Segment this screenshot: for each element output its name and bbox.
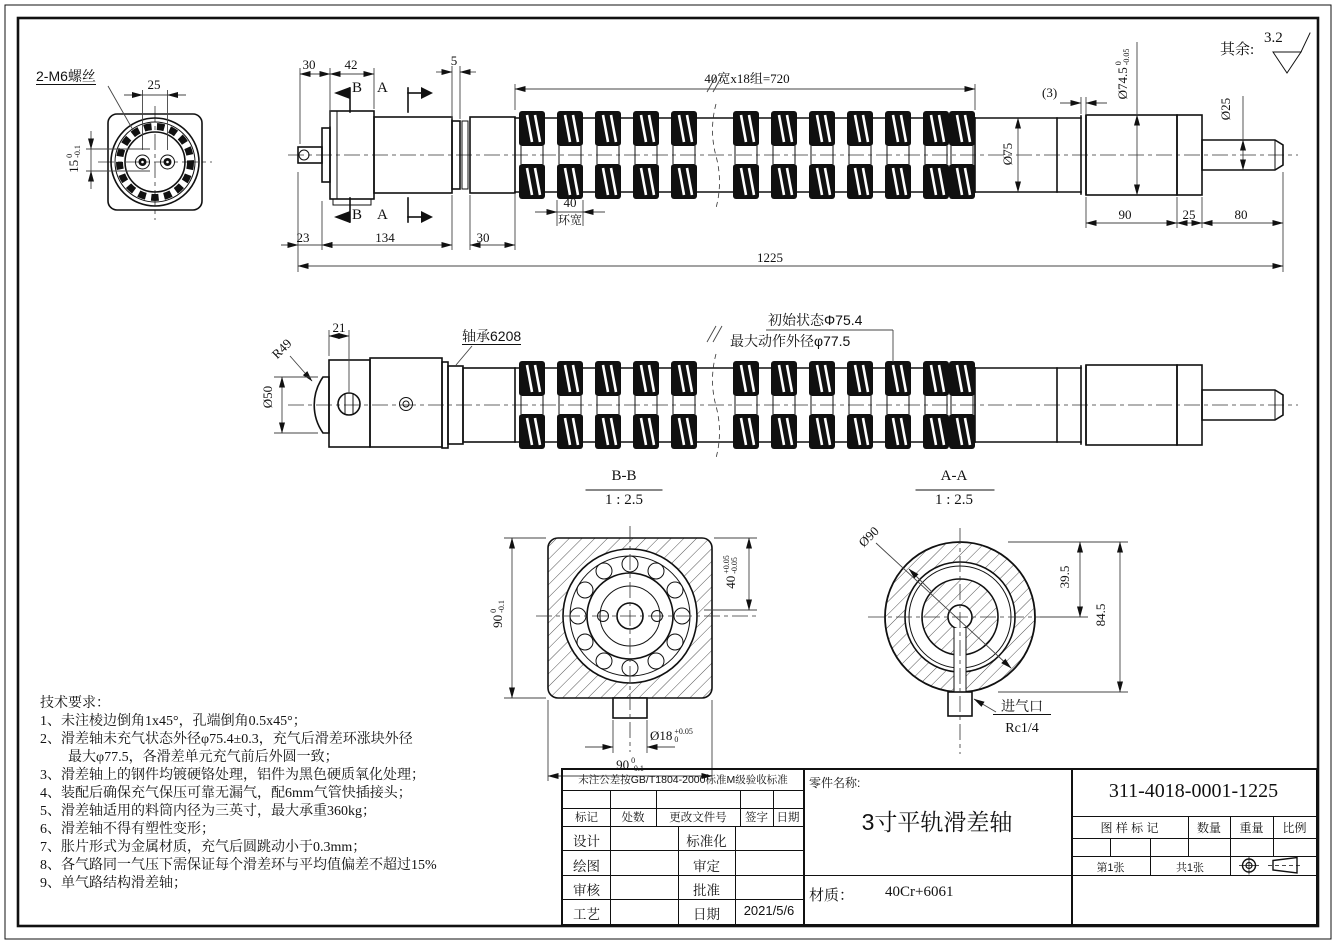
bb-dim-width-tolerance: 0 -0.1 [631,756,644,773]
tech-item: 2、滑差轴未充气状态外径φ75.4±0.3，充气后滑差环涨块外径 [40,732,413,747]
sign-date-label: 日期 [693,907,720,922]
top-dia-74-5: Ø74.5 0 -0.05 [1114,48,1131,100]
tb-line [563,790,803,791]
sign-draw: 绘图 [573,859,600,874]
lower-dim-21: 21 [332,320,346,335]
initial-state-callout: 初始状态Φ75.4 [768,312,863,328]
aa-dim-84-5: 84.5 [1092,603,1108,627]
part-name: 3寸平轨滑差轴 [861,809,1013,835]
rev-header-mark: 标记 [575,812,598,824]
material-label: 材质： [809,887,855,904]
section-mark-b-top: B [352,80,363,96]
scale-header: 比例 [1282,821,1307,835]
tb-line [563,850,803,851]
part-name-label: 零件名称: [809,776,861,790]
title-block [561,768,1318,926]
tb-line [563,875,1071,876]
bb-dia-bore-tolerance: +0.05 0 [674,727,693,744]
sheet-number: 第1张 [1096,862,1125,874]
tb-line [610,826,611,924]
projection-symbol-icon [1235,856,1316,875]
top-dia-74-5-tolerance: 0 -0.05 [1114,48,1131,66]
sign-process: 工艺 [573,907,600,922]
rev-header-docno: 更改文件号 [669,812,727,824]
tb-line [1071,875,1316,876]
tb-line [1071,838,1316,839]
tolerance-note: 未注公差按GB/T1804-2000标准M级验收标准 [578,774,788,786]
aa-dia-outer-90: Ø90 [855,523,882,550]
top-dim-23: 23 [296,230,310,245]
bb-dim-side-90: 90 0 -0.1 [489,600,506,628]
tb-line [563,899,803,900]
tb-line [1071,816,1316,817]
surface-roughness-value: 3.2 [1264,30,1283,46]
sign-review: 审定 [693,859,720,874]
top-dia-75: Ø75 [999,142,1015,166]
date-value: 2021/5/6 [743,903,795,918]
section-mark-a-bottom: A [377,207,388,223]
tech-item: 3、滑差轴上的钢件均镀硬铬处理，铝件为黑色硬质氧化处理； [40,768,425,783]
bb-dim-slot-tolerance: +0.05 -0.05 [722,555,739,574]
bb-dia-bore-18: Ø18 +0.05 0 [650,727,693,744]
technical-requirements [40,695,540,893]
top-dim-5: 5 [450,53,458,68]
rev-header-sign: 签字 [745,812,768,824]
top-dim-90: 90 [1118,207,1132,222]
tech-item: 5、滑差轴适用的料筒内径为三英寸，最大承重360kg； [40,804,376,819]
sign-standardize: 标准化 [686,834,727,849]
sign-audit: 审核 [573,883,600,898]
section-bb-scale: 1 : 2.5 [605,492,643,508]
top-dim-gap-3: (3) [1042,85,1058,100]
qty-header: 数量 [1196,821,1221,835]
aa-inlet-thread: Rc1/4 [1005,721,1039,736]
stamp-header: 图 样 标 记 [1100,821,1159,835]
lower-radius-r49: R49 [268,335,295,362]
rev-header-date: 日期 [776,812,800,824]
top-dim-ring-group: 40宽x18组=720 [704,71,790,86]
ring-width-label: 环宽 [557,213,582,227]
end-view-dim-25: 25 [147,77,161,92]
tech-item: 1、未注棱边倒角1x45°，孔端倒角0.5x45°； [40,714,307,729]
bearing-callout: 轴承6208 [462,328,522,344]
sign-approve: 批准 [693,883,720,898]
tech-item: 9、单气路结构滑差轴； [40,876,187,891]
tb-line [563,826,803,827]
tech-item: 4、装配后确保充气保压可靠无漏气，配6mm气管快插接头； [40,786,412,801]
sheet-total: 共1张 [1175,862,1205,874]
tech-title: 技术要求： [40,696,110,711]
top-dim-total-length: 1225 [757,250,783,265]
bb-dim-side-tolerance: 0 -0.1 [489,600,506,613]
screw-callout: 2-M6螺丝 [36,68,96,84]
tech-item: 8、各气路同一气压下需保证每个滑差环与平均值偏差不超过15% [40,858,437,873]
tb-line [1110,838,1111,856]
tech-item: 最大φ77.5，各滑差单元充气前后外圆一致； [40,750,339,765]
section-bb-title: B-B [611,468,637,484]
weight-header: 重量 [1239,821,1264,835]
max-od-callout: 最大动作外径φ77.5 [730,333,851,349]
tech-item: 6、滑差轴不得有塑性变形； [40,822,215,837]
rev-header-count: 处数 [621,812,645,824]
section-mark-b-bottom: B [352,207,363,223]
surface-note-prefix: 其余: [1220,42,1255,58]
end-view-dim-15: 15 0 -0.1 [65,145,82,173]
bb-dim-width-90: 90 0 -0.1 [616,756,644,773]
bb-dim-slot-40: 40 +0.05 -0.05 [722,555,739,589]
ring-width-value: 40 [563,195,577,210]
drawing-number: 311-4018-0001-1225 [1108,780,1279,802]
aa-inlet-label: 进气口 [993,698,1051,715]
aa-dim-39-5: 39.5 [1056,565,1072,589]
end-view-dim-15-tolerance: 0 -0.1 [65,145,82,158]
section-aa-scale: 1 : 2.5 [935,492,973,508]
top-dim-80: 80 [1234,207,1248,222]
top-dim-25b: 25 [1182,207,1196,222]
top-dia-25: Ø25 [1217,97,1233,121]
material-value: 40Cr+6061 [885,884,954,900]
top-dim-134: 134 [375,230,395,245]
tb-divider [803,770,805,924]
section-aa-title: A-A [940,468,968,484]
lower-dia-50: Ø50 [259,385,275,409]
sign-design: 设计 [573,834,600,849]
top-dim-42: 42 [344,57,358,72]
tech-item: 7、胀片形式为金属材质，充气后圆跳动小于0.3mm； [40,840,367,855]
section-mark-a-top: A [377,80,388,96]
top-dim-30-bottom: 30 [476,230,490,245]
top-dim-30: 30 [302,57,316,72]
